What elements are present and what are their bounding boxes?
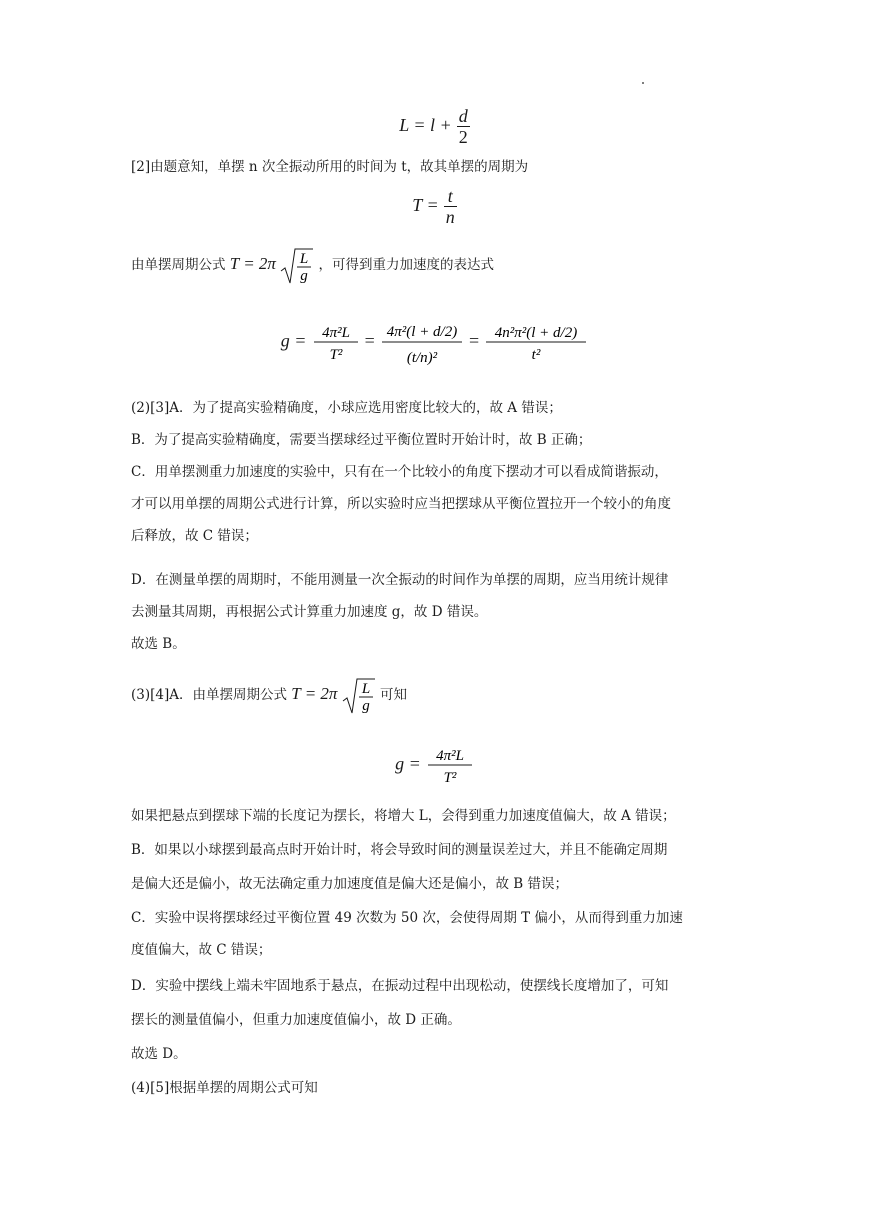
paragraph: 是偏大还是偏小，故无法确定重力加速度值是偏大还是偏小，故 B 错误； (131, 876, 569, 892)
paragraph: 故选 B。 (131, 636, 186, 652)
frac-a-num: 4π²L (321, 325, 350, 341)
paragraph: B．为了提高实验精确度，需要当摆球经过平衡位置时开始计时，故 B 正确； (131, 432, 592, 448)
paragraph: 去测量其周期，再根据公式计算重力加速度 g，故 D 错误。 (131, 604, 488, 620)
sqrt-L-over-g (280, 247, 314, 285)
fraction (426, 740, 474, 788)
paragraph: 摆长的测量值偏小，但重力加速度值偏小，故 D 正确。 (131, 1012, 461, 1028)
inline-formula: T = 2π (291, 684, 338, 703)
paragraph: (4)[5]根据单摆的周期公式可知 (131, 1080, 318, 1096)
frac-b-den: (t/n)² (406, 350, 438, 366)
frac-c-num: 4n²π²(l + d/2) (494, 325, 578, 341)
formula-lhs: T = (412, 195, 439, 215)
paragraph: D．实验中摆线上端未牢固地系于悬点，在振动过程中出现松动，使摆线长度增加了，可知 (131, 978, 669, 994)
numerator: t (444, 186, 457, 207)
fraction (444, 186, 457, 227)
sqrt-L-over-g (342, 677, 376, 715)
paragraph-with-formula (131, 244, 751, 284)
sqrt-denominator: g (361, 697, 370, 714)
formula-lhs: g = (395, 753, 421, 774)
formula-pendulum-length (0, 106, 869, 147)
formula-gravity: g = 4π²L T² = 4π²(l + d/2) (t/n)² = 4n²π²(l + d/2) t² (0, 308, 869, 374)
formula-lhs: g = (280, 330, 307, 351)
sqrt-numerator: L (300, 250, 309, 267)
paragraph: D．在测量单摆的周期时，不能用测量一次全振动的时间作为单摆的周期，应当用统计规律 (131, 572, 669, 588)
paragraph: C．实验中误将摆球经过平衡位置 49 次数为 50 次，会使得周期 T 偏小，从而得到重力加速 (131, 910, 683, 926)
formula-period (0, 186, 869, 227)
text: ，可得到重力加速度的表达式 (318, 257, 495, 273)
sqrt-numerator: L (361, 680, 370, 697)
paragraph: 度值偏大，故 C 错误； (131, 942, 272, 958)
paragraph: C．用单摆测重力加速度的实验中，只有在一个比较小的角度下摆动才可以看成简谐振动， (131, 464, 668, 480)
stray-dot (642, 82, 644, 84)
inline-formula: T = 2π (229, 254, 276, 273)
sqrt-denominator: g (300, 267, 308, 284)
frac-b-num: 4π²(l + d/2) (386, 324, 458, 340)
formula-lhs: L = l + (399, 115, 452, 135)
paragraph: B．如果以小球摆到最高点时开始计时，将会导致时间的测量误差过大，并且不能确定周期 (131, 842, 668, 858)
paragraph: (2)[3]A．为了提高实验精确度，小球应选用密度比较大的，故 A 错误； (131, 400, 562, 416)
frac-den: T² (443, 770, 457, 786)
paragraph: 如果把悬点到摆球下端的长度记为摆长，将增大 L，会得到重力加速度值偏大，故 A 错误； (131, 808, 676, 824)
paragraph: 故选 D。 (131, 1046, 187, 1062)
fraction (457, 106, 470, 147)
frac-c-den: t² (531, 347, 541, 363)
fraction-c (484, 317, 588, 365)
frac-a-den: T² (329, 347, 342, 363)
paragraph: 后释放，故 C 错误； (131, 528, 258, 544)
paragraph-with-formula (131, 674, 751, 714)
fraction-b (380, 308, 464, 374)
paragraph: 才可以用单摆的周期公式进行计算，所以实验时应当把摆球从平衡位置拉开一个较小的角度 (131, 496, 671, 512)
numerator: d (458, 106, 468, 126)
denominator: n (445, 207, 455, 227)
formula-gravity-simple (0, 740, 869, 788)
frac-num: 4π²L (435, 748, 464, 764)
text: (3)[4]A．由单摆周期公式 (131, 687, 287, 703)
text: 可知 (380, 687, 408, 703)
denominator: 2 (458, 127, 468, 147)
fraction-a (312, 317, 360, 365)
text: 由单摆周期公式 (131, 257, 226, 273)
paragraph: [2]由题意知，单摆 n 次全振动所用的时间为 t，故其单摆的周期为 (131, 159, 529, 175)
